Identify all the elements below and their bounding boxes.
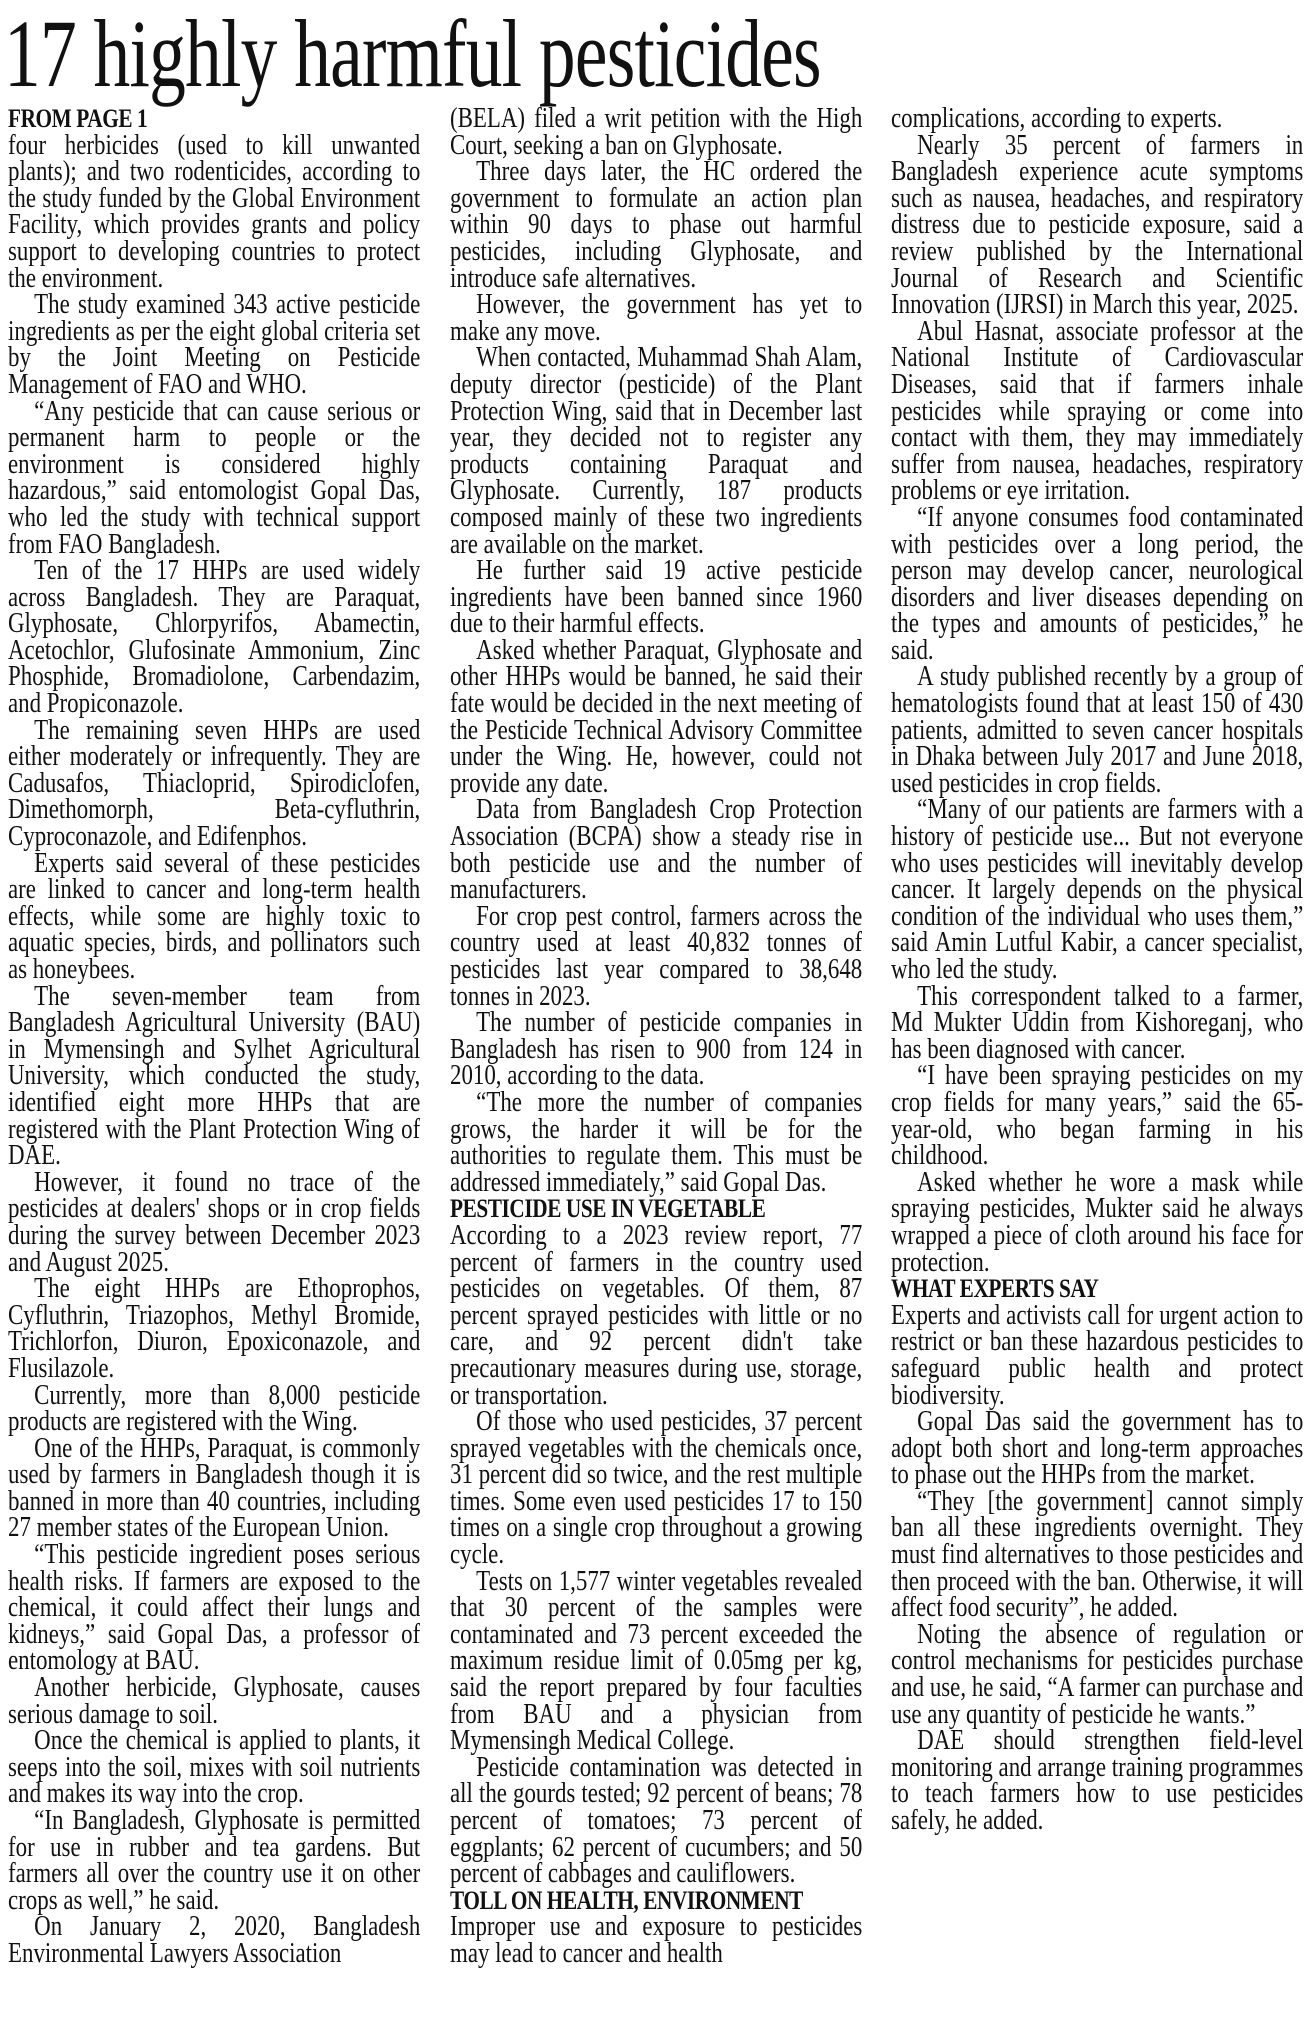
article-column-2 <box>450 106 862 2031</box>
article-paragraph: Ten of the 17 HHPs are used widely across Bangladesh. They are Paraquat, Glyphosate, Chlorpyrifos, Abamectin, Acetochlor, Glufosinate Ammonium, Zinc Phosphide, Bromadiolone, Carbendazim, and Propiconazole. <box>8 555 420 720</box>
article-paragraph: He further said 19 active pesticide ingredients have been banned since 1960 due to their harmful effects. <box>450 555 862 640</box>
section-subhead: FROM PAGE 1 <box>8 106 148 133</box>
article-paragraph: “In Bangladesh, Glyphosate is permitted for use in rubber and tea gardens. But farmers all over the country use it on other crops as well,” he said. <box>8 1805 420 1916</box>
article-paragraph: Abul Hasnat, associate professor at the National Institute of Cardiovascular Diseases, said that if farmers inhale pesticides while spraying or come into contact with them, they may immediately suffer from nausea, headaches, respiratory problems or eye irritation. <box>891 315 1303 507</box>
article-paragraph: “Any pesticide that can cause serious or permanent harm to people or the environment is considered highly hazardous,” said entomologist Gopal Das, who led the study with technical support from FAO Bangladesh. <box>8 395 420 560</box>
article-paragraph: (BELA) filed a writ petition with the High Court, seeking a ban on Glyphosate. <box>450 106 862 161</box>
section-subhead: WHAT EXPERTS SAY <box>891 1274 1099 1304</box>
article-paragraph: Another herbicide, Glyphosate, causes serious damage to soil. <box>8 1672 420 1730</box>
article-paragraph: Experts said several of these pesticides are linked to cancer and long-term health effects, while some are highly toxic to aquatic species, birds, and pollinators such as honeybees. <box>8 847 420 985</box>
column-body <box>450 106 862 1968</box>
column-body <box>8 106 420 1968</box>
article-paragraph: four herbicides (used to kill unwanted plants); and two rodenticides, according to the study funded by the Global Environment Facility, which provides grants and policy support to developing countries to protect the environment. <box>8 129 420 294</box>
article-paragraph: “If anyone consumes food contaminated with pesticides over a long period, the person may develop cancer, neurological disorders and liver diseases depending on the types and amounts of pesticides,” he said. <box>891 501 1303 666</box>
article-paragraph: Asked whether Paraquat, Glyphosate and other HHPs would be banned, he said their fate would be decided in the next meeting of the Pesticide Technical Advisory Committee under the Wing. He, however, could not provide any date. <box>450 634 862 799</box>
article-column-1 <box>8 106 420 2031</box>
article-paragraph: When contacted, Muhammad Shah Alam, deputy director (pesticide) of the Plant Protection Wing, said that in December last year, they decided not to register any products containing Paraquat and Glyphosate. Currently, 187 products composed mainly of these two ingredients are available on the market. <box>450 342 862 560</box>
article-paragraph: DAE should strengthen field-level monitoring and arrange training programmes to teach farmers how to use pesticides safely, he added. <box>891 1725 1303 1836</box>
column-body <box>891 106 1303 1835</box>
article-paragraph: “I have been spraying pesticides on my crop fields for many years,” said the 65-year-old, who began farming in his childhood. <box>891 1060 1303 1172</box>
article-paragraph: A study published recently by a group of hematologists found that at least 150 of 430 patients, admitted to seven cancer hospitals in Dhaka between July 2017 and June 2018, used pesticides in crop fields. <box>891 661 1303 799</box>
section-subhead: PESTICIDE USE IN VEGETABLE <box>450 1194 766 1224</box>
headline-container <box>4 2 1072 106</box>
article-paragraph: For crop pest control, farmers across the country used at least 40,832 tonnes of pesticides last year compared to 38,648 tonnes in 2023. <box>450 900 862 1012</box>
article-paragraph: The study examined 343 active pesticide ingredients as per the eight global criteria set by the Joint Meeting on Pesticide Management of FAO and WHO. <box>8 289 420 400</box>
article-paragraph: Gopal Das said the government has to adopt both short and long-term approaches to phase out the HHPs from the market. <box>891 1406 1303 1491</box>
article-paragraph: Tests on 1,577 winter vegetables revealed that 30 percent of the samples were contaminated and 73 percent exceeded the maximum residue limit of 0.05mg per kg, said the report prepared by four faculties from BAU and a physician from Mymensingh Medical College. <box>450 1565 862 1757</box>
article-paragraph: Three days later, the HC ordered the government to formulate an action plan within 90 days to phase out harmful pesticides, including Glyphosate, and introduce safe alternatives. <box>450 156 862 294</box>
article-paragraph: Asked whether he wore a mask while spraying pesticides, Mukter said he always wrapped a piece of cloth around his face for protection. <box>891 1166 1303 1278</box>
article-paragraph: The seven-member team from Bangladesh Agricultural University (BAU) in Mymensingh and Sylhet Agricultural University, which conducted the study, identified eight more HHPs that are registered with the Plant Protection Wing of DAE. <box>8 980 420 1172</box>
article-paragraph: However, it found no trace of the pesticides at dealers' shops or in crop fields during the survey between December 2023 and August 2025. <box>8 1166 420 1278</box>
article-paragraph: Pesticide contamination was detected in all the gourds tested; 92 percent of beans; 78 percent of tomatoes; 73 percent of eggplants; 62 percent of cucumbers; and 50 percent of cabbages and cauliflowers. <box>450 1751 862 1890</box>
article-paragraph: The eight HHPs are Ethoprophos, Cyfluthrin, Triazophos, Methyl Bromide, Trichlorfon, Diuron, Epoxiconazole, and Flusilazole. <box>8 1273 420 1384</box>
article-paragraph: Data from Bangladesh Crop Protection Association (BCPA) show a steady rise in both pesticide use and the number of manufacturers. <box>450 794 862 906</box>
article-paragraph: “This pesticide ingredient poses serious health risks. If farmers are exposed to the chemical, it could affect their lungs and kidneys,” said Gopal Das, a professor of entomology at BAU. <box>8 1539 420 1677</box>
article-paragraph: The number of pesticide companies in Bangladesh has risen to 900 from 124 in 2010, according to the data. <box>450 1007 862 1092</box>
article-column-3 <box>891 106 1303 2031</box>
article-paragraph: “Many of our patients are farmers with a history of pesticide use... But not everyone who uses pesticides will inevitably develop cancer. It largely depends on the physical condition of the individual who uses them,” said Amin Lutful Kabir, a cancer specialist, who led the study. <box>891 794 1303 985</box>
article-paragraph: However, the government has yet to make any move. <box>450 289 862 347</box>
article-paragraph: Nearly 35 percent of farmers in Bangladesh experience acute symptoms such as nausea, headaches, and respiratory distress due to pesticide exposure, said a review published by the International Journal of Research and Scientific Innovation (IJRSI) in March this year, 2025. <box>891 129 1303 321</box>
article-paragraph: Noting the absence of regulation or control mechanisms for pesticides purchase and use, he said, “A farmer can purchase and use any quantity of pesticide he wants.” <box>891 1618 1303 1730</box>
article-paragraph: Improper use and exposure to pesticides may lead to cancer and health <box>450 1911 862 1969</box>
article-headline: 17 highly harmful pesticides <box>4 0 821 107</box>
article-paragraph: The remaining seven HHPs are used either moderately or infrequently. They are Cadusafos, Thiacloprid, Spirodiclofen, Dimethomorph, Beta-cyfluthrin, Cyproconazole, and Edifenphos. <box>8 714 420 853</box>
article-paragraph: According to a 2023 review report, 77 percent of farmers in the country used pesticides on vegetables. Of them, 87 percent sprayed pesticides with little or no care, and 92 percent didn't take precautionary measures during use, storage, or transportation. <box>450 1219 862 1411</box>
article-paragraph: Experts and activists call for urgent action to restrict or ban these hazardous pesticides to safeguard public health and protect biodiversity. <box>891 1299 1303 1411</box>
article-paragraph: Currently, more than 8,000 pesticide products are registered with the Wing. <box>8 1379 420 1438</box>
article-paragraph: Of those who used pesticides, 37 percent sprayed vegetables with the chemicals once, 31 percent did so twice, and the rest multiple times. Some even used pesticides 17 to 150 times on a single crop throughout a growing cycle. <box>450 1406 862 1571</box>
article-paragraph: complications, according to experts. <box>891 106 1223 134</box>
article-paragraph: “The more the number of companies grows, the harder it will be for the authorities to regulate them. This must be addressed immediately,” said Gopal Das. <box>450 1086 862 1198</box>
article-paragraph: On January 2, 2020, Bangladesh Environmental Lawyers Association <box>8 1911 420 1969</box>
section-subhead: TOLL ON HEALTH, ENVIRONMENT <box>450 1885 803 1915</box>
article-paragraph: “They [the government] cannot simply ban all these ingredients overnight. They must find alternatives to those pesticides and then proceed with the ban. Otherwise, it will affect food security”, he added. <box>891 1485 1303 1624</box>
article-paragraph: This correspondent talked to a farmer, Md Mukter Uddin from Kishoreganj, who has been diagnosed with cancer. <box>891 980 1303 1065</box>
article-paragraph: One of the HHPs, Paraquat, is commonly used by farmers in Bangladesh though it is banned in more than 40 countries, including 27 member states of the European Union. <box>8 1432 420 1544</box>
article-paragraph: Once the chemical is applied to plants, it seeps into the soil, mixes with soil nutrients and makes its way into the crop. <box>8 1725 420 1810</box>
